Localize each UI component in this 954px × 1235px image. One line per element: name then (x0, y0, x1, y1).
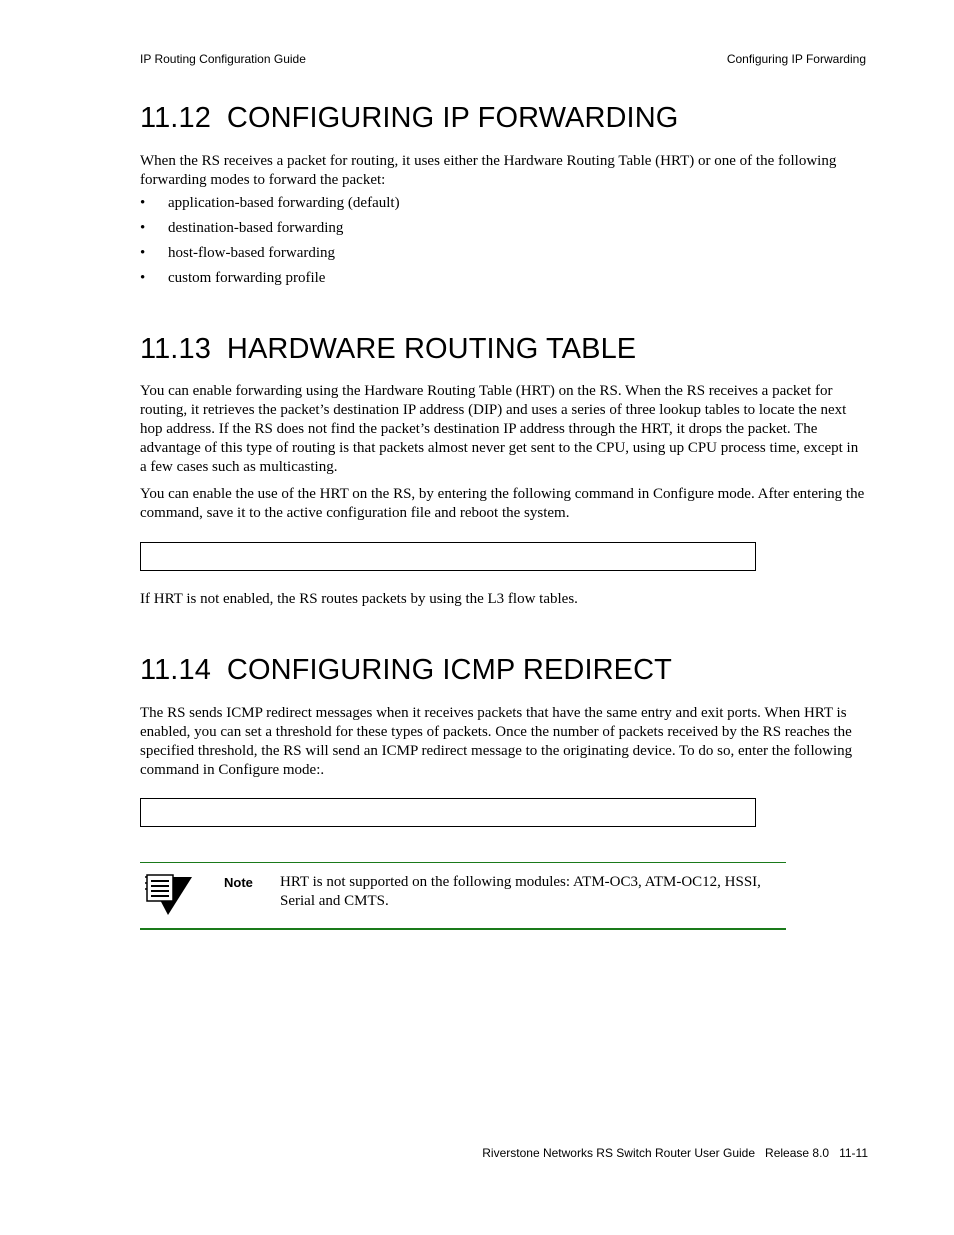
hrt-enable-paragraph: You can enable the use of the HRT on the RS, by entering the following command in Configure mode. After entering the command, save it to the active configuration file and reboot the system. (140, 486, 865, 521)
forwarding-modes-list (140, 194, 400, 294)
section-number: 11.13 (140, 333, 211, 365)
bullet-icon: • (140, 195, 146, 211)
section-heading-11-12 (140, 102, 678, 135)
section-title: CONFIGURING IP FORWARDING (226, 102, 679, 134)
list-item-text: custom forwarding profile (168, 270, 326, 286)
hrt-description-paragraph: You can enable forwarding using the Hardware Routing Table (HRT) on the RS. When the RS receives a packet for routing, it retrieves the packet’s destination IP address (DIP) and uses a series of three lookup tables to locate the next hop address. If the RS does not find the packet’s destination IP address through the HRT, it drops the packet. The advantage of this type of routing is that packets almost never get sent to the CPU, using up CPU process time, except in a few cases such as multicasting. (140, 383, 859, 475)
hrt-command-box (140, 542, 756, 571)
note-text: HRT is not supported on the following modules: ATM-OC3, ATM-OC12, HSSI, Serial and CMTS. (280, 874, 761, 909)
section-heading-11-14 (140, 654, 672, 687)
list-item (140, 244, 400, 269)
footer-release: Release 8.0 (765, 1146, 830, 1160)
section-heading-11-13 (140, 333, 636, 366)
note-box (140, 862, 786, 930)
list-item-text: destination-based forwarding (168, 220, 344, 236)
section-number: 11.12 (140, 102, 211, 134)
section-title: CONFIGURING ICMP REDIRECT (226, 654, 672, 686)
footer-page-number: 11-11 (839, 1146, 868, 1160)
section-title: HARDWARE ROUTING TABLE (226, 333, 637, 365)
footer-title: Riverstone Networks RS Switch Router User Guide (482, 1146, 756, 1160)
note-label: Note (224, 875, 253, 890)
icmp-command-box (140, 798, 756, 827)
list-item (140, 269, 400, 294)
bullet-icon: • (140, 220, 146, 236)
bullet-icon: • (140, 245, 146, 261)
running-header-left: IP Routing Configuration Guide (140, 52, 306, 66)
list-item-text: host-flow-based forwarding (168, 245, 336, 261)
section-intro-paragraph: When the RS receives a packet for routing, it uses either the Hardware Routing Table (HRT) or one of the following forwarding modes to forward the packet: (140, 153, 837, 188)
page-footer (482, 1146, 868, 1160)
icmp-redirect-paragraph: The RS sends ICMP redirect messages when it receives packets that have the same entry and exit ports. When HRT is enabled, you can set a threshold for these types of packets. Once the number of packets received by the RS reaches the specified threshold, the RS will send an ICMP redirect message to the originating device. To do so, enter the following command in Configure mode:. (140, 705, 853, 778)
bullet-icon: • (140, 270, 146, 286)
section-number: 11.14 (140, 654, 211, 686)
hrt-disabled-paragraph: If HRT is not enabled, the RS routes packets by using the L3 flow tables. (140, 591, 578, 607)
note-pad-icon (144, 873, 196, 917)
list-item (140, 194, 400, 219)
running-header-right: Configuring IP Forwarding (726, 52, 866, 66)
list-item (140, 219, 400, 244)
list-item-text: application-based forwarding (default) (168, 195, 400, 211)
